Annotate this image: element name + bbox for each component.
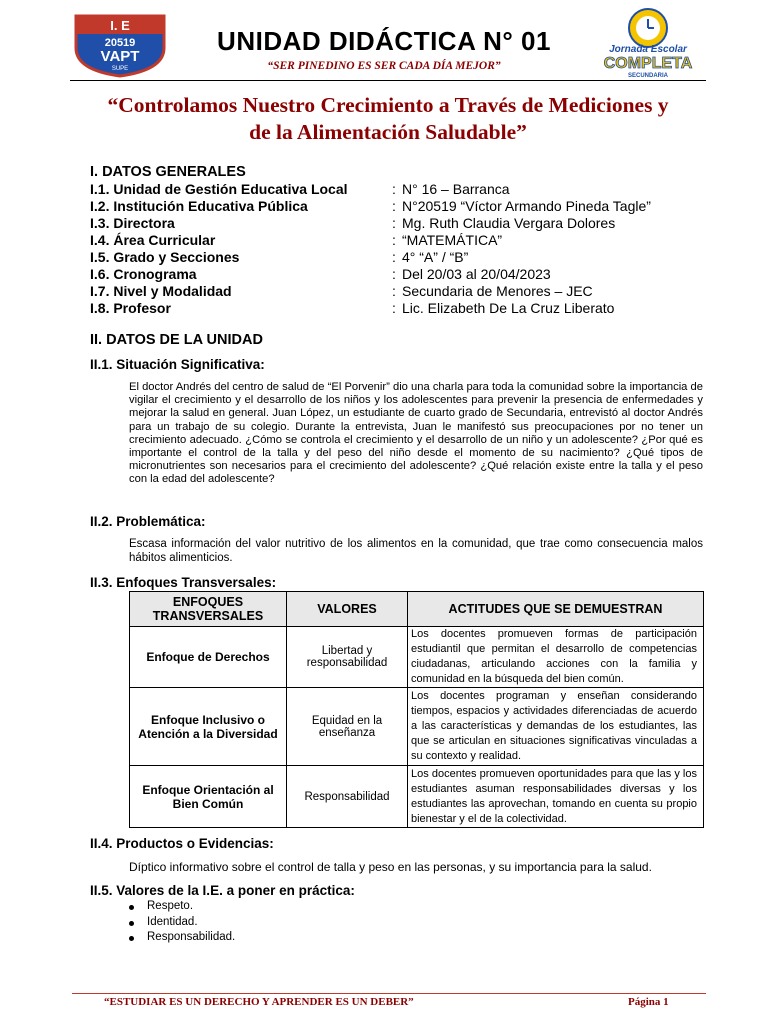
enfoque-cell: Enfoque de Derechos [130, 627, 287, 688]
table-row [130, 627, 704, 688]
problematica-text: Escasa información del valor nutritivo de los alimentos en la comunidad, que trae como consecuencia malos hábitos alimenticios. [129, 538, 703, 564]
dg-row [72, 249, 712, 266]
header-divider [70, 80, 706, 81]
list-item-text: Identidad. [147, 915, 198, 928]
dg-row [72, 181, 712, 198]
dg-label: I.5. Grado y Secciones [90, 249, 240, 265]
dg-colon: : [392, 300, 396, 316]
logo-supe-text: SUPE [111, 66, 129, 72]
dg-label: I.3. Directora [90, 215, 175, 231]
dg-colon: : [392, 266, 396, 282]
school-motto: “SER PINEDINO ES SER CADA DÍA MEJOR” [267, 60, 501, 72]
table-row [130, 688, 704, 766]
list-item [127, 916, 235, 932]
productos-heading: II.4. Productos o Evidencias: [90, 836, 274, 851]
footer-divider [72, 993, 706, 994]
dg-label: I.4. Área Curricular [90, 232, 216, 248]
dg-row [72, 283, 712, 300]
dg-value: N° 16 – Barranca [402, 181, 510, 197]
dg-row [72, 266, 712, 283]
productos-text: Díptico informativo sobre el control de talla y peso en las personas, y su importancia para la salud. [129, 860, 652, 874]
situacion-text: El doctor Andrés del centro de salud de “El Porvenir” dio una charla para toda la comunidad sobre la importancia de vigilar el crecimiento y el desarrollo de los niños y los adolescentes para prevenir la presencia de enfermedades y mejorar la salud en general. Juan López, un estudiante de cuarto grado de Secundaria, entrevistó al doctor Andrés para un trabajo de su colegio. Durante la entrevista, Juan le manifestó sus preocupaciones por no tener un crecimiento adecuado. ¿Cómo se controla el crecimiento y el desarrollo de un niño y un adolescente? ¿Por qué es importante el control de la talla y del peso del niño desde el momento de su nacimiento? ¿Qué tipos de micronutrientes son necesarios para el crecimiento del adolescente? ¿Qué relación existe entre la talla y el peso con la edad del adolescente? [129, 381, 703, 486]
bullet-icon [129, 921, 134, 926]
list-item [127, 931, 235, 947]
unit-title-line-2: de la Alimentación Saludable” [249, 120, 527, 144]
enfoque-cell: Enfoque Orientación al Bien Común [130, 766, 287, 828]
logo-number-text: 20519 [104, 37, 136, 49]
dg-row [72, 300, 712, 317]
column-header: VALORES [287, 592, 408, 627]
datos-generales-section [72, 164, 712, 317]
valores-heading: II.5. Valores de la I.E. a poner en práctica: [90, 883, 355, 898]
jec-logo-line2: COMPLETA [603, 55, 693, 72]
jec-logo [590, 6, 706, 80]
bullet-icon [129, 936, 134, 941]
list-item [127, 900, 235, 916]
list-item-text: Respeto. [147, 900, 194, 912]
list-item-text: Responsabilidad. [147, 931, 236, 943]
valor-cell: Libertad y responsabilidad [287, 627, 408, 688]
dg-label: I.6. Cronograma [90, 266, 197, 282]
column-header: ACTITUDES QUE SE DEMUESTRAN [408, 592, 704, 627]
footer-motto: “ESTUDIAR ES UN DERECHO Y APRENDER ES UN DEBER” [104, 996, 414, 1008]
datos-generales-heading: I. DATOS GENERALES [90, 164, 246, 180]
problematica-heading: II.2. Problemática: [90, 514, 206, 529]
table-row [130, 766, 704, 828]
dg-colon: : [392, 181, 396, 197]
dg-value: N°20519 “Víctor Armando Pineda Tagle” [402, 198, 651, 214]
logo-ie-text: I. E [110, 18, 130, 33]
page-title: UNIDAD DIDÁCTICA N° 01 [217, 26, 551, 56]
dg-value: Mg. Ruth Claudia Vergara Dolores [402, 215, 616, 231]
dg-value: Lic. Elizabeth De La Cruz Liberato [402, 300, 615, 316]
dg-row [72, 215, 712, 232]
dg-label: I.2. Institución Educativa Pública [90, 198, 308, 214]
valores-list [127, 900, 235, 947]
datos-unidad-heading: II. DATOS DE LA UNIDAD [90, 332, 263, 348]
dg-row [72, 232, 712, 249]
jec-logo-line1: Jornada Escolar [609, 44, 687, 55]
enfoque-cell: Enfoque Inclusivo o Atención a la Diversidad [130, 688, 287, 766]
dg-colon: : [392, 232, 396, 248]
dg-colon: : [392, 198, 396, 214]
bullet-icon [129, 905, 134, 910]
dg-row [72, 198, 712, 215]
valor-cell: Responsabilidad [287, 766, 408, 828]
enfoques-table [129, 591, 704, 828]
dg-value: Del 20/03 al 20/04/2023 [402, 266, 551, 282]
unit-title-line-1: “Controlamos Nuestro Crecimiento a Través de Mediciones y [107, 93, 669, 117]
logo-vapt-text: VAPT [100, 48, 140, 65]
dg-colon: : [392, 249, 396, 265]
valor-cell: Equidad en la enseñanza [287, 688, 408, 766]
dg-label: I.7. Nivel y Modalidad [90, 283, 232, 299]
actitud-cell: Los docentes promueven oportunidades para que las y los estudiantes asuman responsabilidades diversas y los estudiantes las aprovechan, tomando en cuenta su propio bienestar y el de la colectividad. [408, 766, 704, 828]
table-header-row [130, 592, 704, 627]
dg-label: I.8. Profesor [90, 300, 171, 316]
situacion-heading: II.1. Situación Significativa: [90, 357, 265, 372]
dg-label: I.1. Unidad de Gestión Educativa Local [90, 181, 348, 197]
dg-value: “MATEMÁTICA” [402, 232, 503, 248]
enfoques-heading: II.3. Enfoques Transversales: [90, 575, 277, 590]
actitud-cell: Los docentes programan y enseñan considerando tiempos, espacios y actividades diferenciadas de acuerdo a las características y demandas de los estudiantes, las que se articulan en situaciones significativas vinculadas a su contexto y realidad. [408, 688, 704, 766]
dg-value: 4° “A” / “B” [402, 249, 469, 265]
column-header: ENFOQUES TRANSVERSALES [130, 592, 287, 627]
page-number: Página 1 [628, 996, 669, 1008]
jec-logo-line3: SECUNDARIA [627, 73, 669, 79]
dg-value: Secundaria de Menores – JEC [402, 283, 593, 299]
dg-colon: : [392, 215, 396, 231]
actitud-cell: Los docentes promueven formas de participación estudiantil que permitan el desarrollo de competencias ciudadanas, articulando acciones con la familia y comunidad en la búsqueda del bien común. [408, 627, 704, 688]
dg-colon: : [392, 283, 396, 299]
unit-title [70, 92, 706, 146]
